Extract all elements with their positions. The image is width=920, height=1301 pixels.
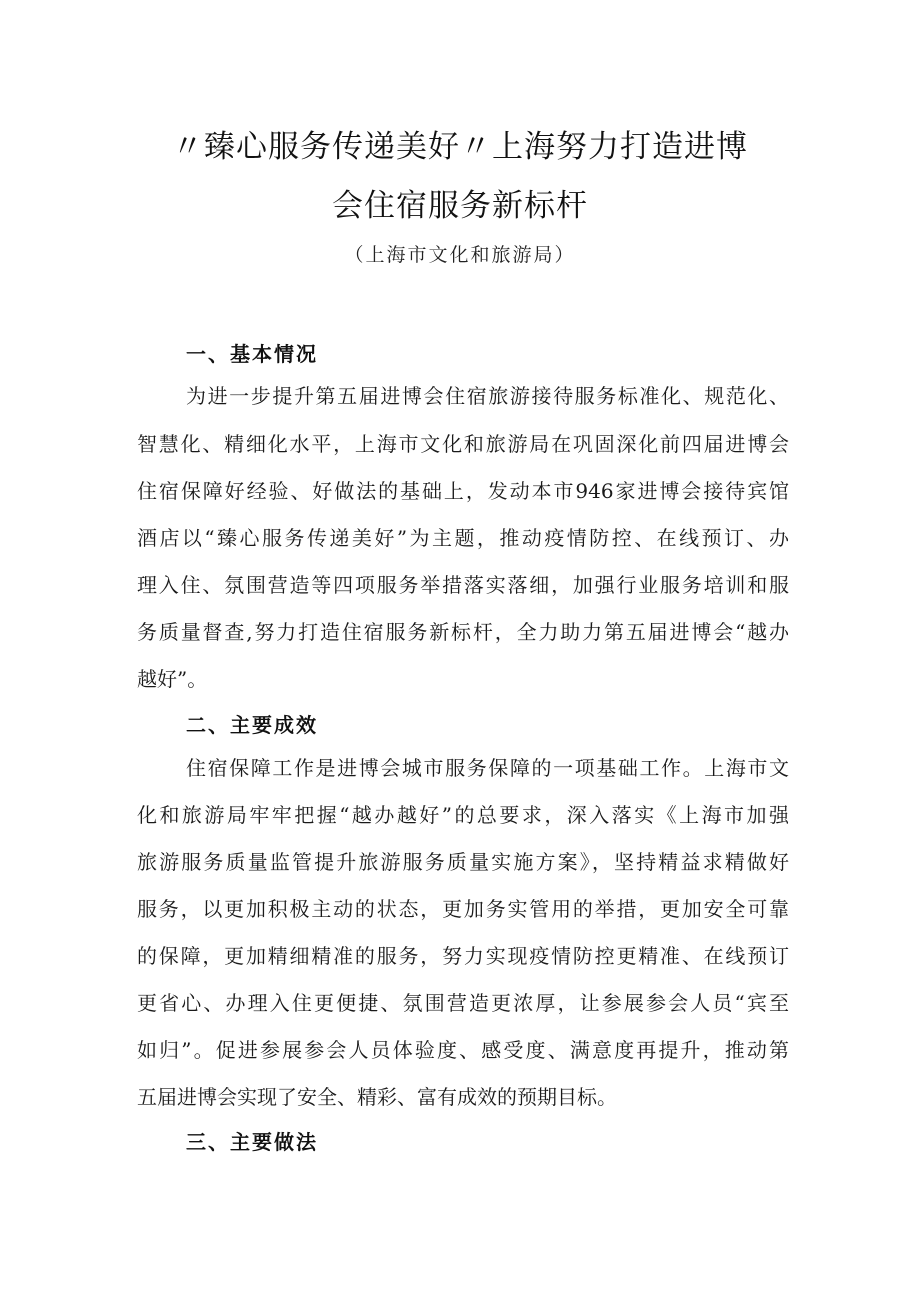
- paragraph-line: 智慧化、精细化水平，上海市文化和旅游局在巩固深化前四届进博会: [137, 432, 789, 456]
- document-title-line-1: 〃臻心服务传递美好〃上海努力打造进博: [172, 129, 748, 165]
- paragraph-line: 五届进博会实现了安全、精彩、富有成效的预期目标。: [137, 1085, 617, 1109]
- paragraph-line: 服务，以更加积极主动的状态，更加务实管用的举措，更加安全可靠: [137, 897, 789, 921]
- section-heading-main-results: 二、主要成效: [186, 713, 318, 737]
- paragraph-line: 住宿保障好经验、好做法的基础上，发动本市946家进博会接待宾馆: [137, 479, 789, 503]
- paragraph-line: 为进一步提升第五届进博会住宿旅游接待服务标准化、规范化、: [186, 384, 789, 408]
- document-title-line-2: 会住宿服务新标杆: [332, 188, 588, 224]
- document-author: （上海市文化和旅游局）: [344, 244, 576, 266]
- paragraph-line: 化和旅游局牢牢把握“越办越好”的总要求，深入落实《上海市加强: [137, 803, 789, 827]
- section-heading-main-practices: 三、主要做法: [186, 1130, 318, 1154]
- paragraph-line: 更省心、办理入住更便捷、氛围营造更浓厚，让参展参会人员“宾至: [137, 991, 789, 1015]
- paragraph-line: 旅游服务质量监管提升旅游服务质量实施方案》，坚持精益求精做好: [137, 850, 789, 874]
- section-heading-basic-situation: 一、基本情况: [186, 342, 318, 366]
- paragraph-line: 理入住、氛围营造等四项服务举措落实落细，加强行业服务培训和服: [137, 573, 789, 597]
- paragraph-line: 越好”。: [137, 667, 208, 691]
- paragraph-line: 住宿保障工作是进博会城市服务保障的一项基础工作。上海市文: [186, 756, 789, 780]
- paragraph-line: 如归”。促进参展参会人员体验度、感受度、满意度再提升，推动第: [137, 1038, 789, 1062]
- paragraph-line: 务质量督查,努力打造住宿服务新标杆，全力助力第五届进博会“越办: [137, 620, 789, 644]
- paragraph-line: 酒店以“臻心服务传递美好”为主题，推动疫情防控、在线预订、办: [137, 526, 789, 550]
- paragraph-line: 的保障，更加精细精准的服务，努力实现疫情防控更精准、在线预订: [137, 944, 789, 968]
